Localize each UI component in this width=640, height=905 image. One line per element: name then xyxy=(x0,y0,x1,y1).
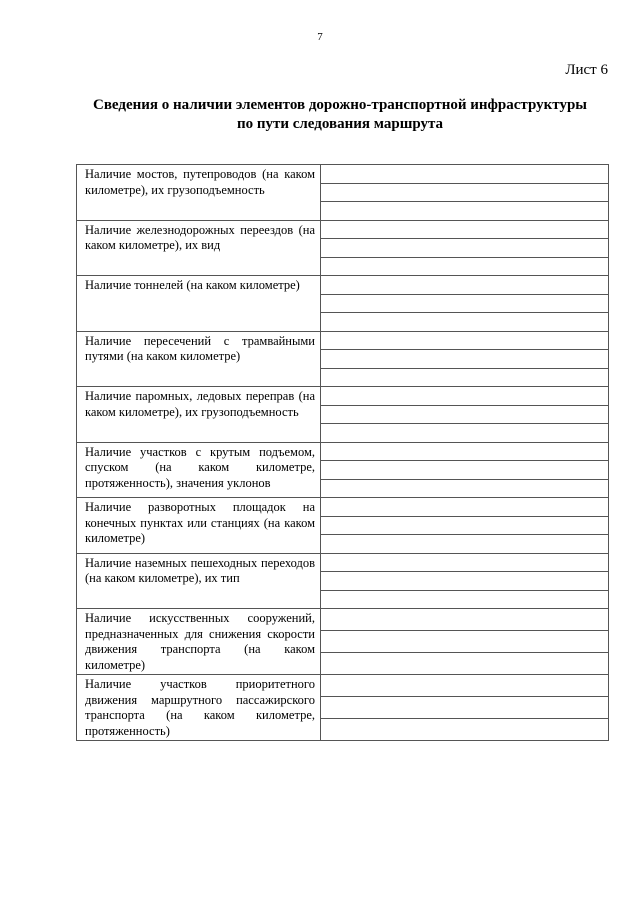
value-cell[interactable] xyxy=(321,697,609,719)
row-label: Наличие разворотных площадок на конечных пунктах или станциях (на каком километре) xyxy=(77,498,321,554)
row-label: Наличие участков с крутым подъемом, спуском (на каком километре, протяженность), значения уклонов xyxy=(77,442,321,498)
value-cell[interactable] xyxy=(321,220,609,239)
row-label: Наличие паромных, ледовых переправ (на каком километре), их грузоподъемность xyxy=(77,387,321,443)
value-cell[interactable] xyxy=(321,461,609,480)
value-cell[interactable] xyxy=(321,350,609,369)
value-cell[interactable] xyxy=(321,553,609,572)
table-row xyxy=(77,220,609,239)
row-label: Наличие мостов, путепроводов (на каком километре), их грузоподъемность xyxy=(77,165,321,221)
value-cell[interactable] xyxy=(321,442,609,461)
value-cell[interactable] xyxy=(321,313,609,332)
table-row xyxy=(77,553,609,572)
value-cell[interactable] xyxy=(321,653,609,675)
table-row xyxy=(77,675,609,697)
table-row xyxy=(77,387,609,406)
value-cell[interactable] xyxy=(321,183,609,202)
table-row xyxy=(77,609,609,631)
value-cell[interactable] xyxy=(321,405,609,424)
document-title xyxy=(40,96,640,134)
value-cell[interactable] xyxy=(321,202,609,221)
infrastructure-table xyxy=(76,164,609,741)
value-cell[interactable] xyxy=(321,572,609,591)
row-label: Наличие тоннелей (на каком километре) xyxy=(77,276,321,332)
value-cell[interactable] xyxy=(321,609,609,631)
value-cell[interactable] xyxy=(321,257,609,276)
row-label: Наличие пересечений с трамвайными путями (на каком километре) xyxy=(77,331,321,387)
row-label: Наличие наземных пешеходных переходов (на каком километре), их тип xyxy=(77,553,321,609)
table-row xyxy=(77,276,609,295)
value-cell[interactable] xyxy=(321,276,609,295)
row-label: Наличие искусственных сооружений, предназначенных для снижения скорости движения транспорта (на каком километре) xyxy=(77,609,321,675)
value-cell[interactable] xyxy=(321,675,609,697)
value-cell[interactable] xyxy=(321,516,609,535)
table-row xyxy=(77,165,609,184)
table-row xyxy=(77,331,609,350)
value-cell[interactable] xyxy=(321,368,609,387)
row-label: Наличие железнодорожных переездов (на каком километре), их вид xyxy=(77,220,321,276)
value-cell[interactable] xyxy=(321,424,609,443)
row-label: Наличие участков приоритетного движения маршрутного пассажирского транспорта (на каком километре, протяженность) xyxy=(77,675,321,741)
document-title-line-1: Сведения о наличии элементов дорожно-транспортной инфраструктуры xyxy=(93,97,587,113)
value-cell[interactable] xyxy=(321,535,609,554)
value-cell[interactable] xyxy=(321,719,609,741)
table-row xyxy=(77,498,609,517)
value-cell[interactable] xyxy=(321,165,609,184)
page-number: 7 xyxy=(317,31,323,43)
value-cell[interactable] xyxy=(321,294,609,313)
sheet-label: Лист 6 xyxy=(565,62,608,78)
table-row xyxy=(77,442,609,461)
value-cell[interactable] xyxy=(321,631,609,653)
value-cell[interactable] xyxy=(321,239,609,258)
value-cell[interactable] xyxy=(321,498,609,517)
value-cell[interactable] xyxy=(321,590,609,609)
document-title-line-2: по пути следования маршрута xyxy=(236,116,444,132)
value-cell[interactable] xyxy=(321,479,609,498)
value-cell[interactable] xyxy=(321,387,609,406)
value-cell[interactable] xyxy=(321,331,609,350)
